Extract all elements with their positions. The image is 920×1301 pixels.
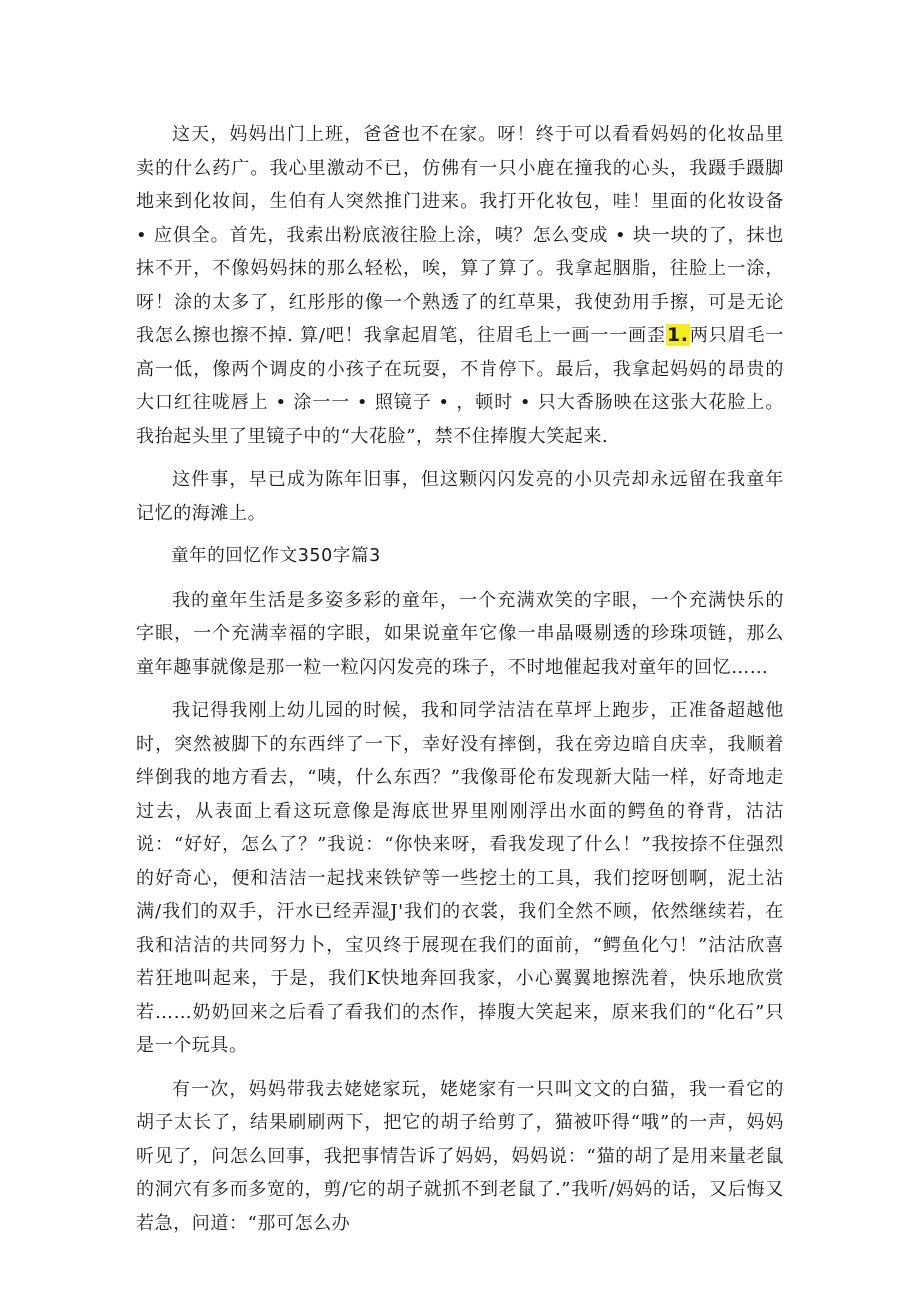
- paragraph-cat-story: 有一次，妈妈带我去姥姥家玩，姥姥家有一只叫文文的白猫，我一看它的胡子太长了，结果刷刷两下，把它的胡子给剪了，猫被吓得“哦”的一声，妈妈听见了，问怎么回事，我把事情告诉了妈妈，妈妈说：“猫的胡了是用来量老鼠的洞穴有多而多宽的，剪/它的胡子就抓不到老鼠了.”我听/妈妈的话，又后悔又若急，问道：“那可怎么办: [136, 1078, 784, 1234]
- document-body: [136, 118, 784, 1240]
- paragraph-makeup-story: [136, 118, 784, 453]
- paragraph-fossil-story: 我记得我刚上幼儿园的时候，我和同学洁洁在草坪上跑步，正准备超越他时，突然被脚下的东西绊了一下，幸好没有摔倒，我在旁边暗自庆幸，我顺着绊倒我的地方看去，“咦，什么东西？”我像哥伦布发现新大陆一样，好奇地走过去，从表面上看这玩意像是海底世界里刚刚浮出水面的鳄鱼的脊背，沽沽说：“好好，怎么了？”我说：“你快来呀，看我发现了什么！”我按捺不住强烈的好奇心，便和洁洁一起找来铁铲等一些挖土的工具，我们挖呀刨啊，泥土沾满/我们的双手，汗水已经弄湿J'我们的衣裳，我们全然不顾，依然继续若，在我和洁洁的共同努力卜，宝贝终于展现在我们的面前，“鳄鱼化勺！”沽沽欣喜若狂地叫起来，于是，我们K快地奔回我家，小心翼翼地擦洗着，快乐地欣赏若……奶奶回来之后看了看我们的杰作，捧腹大笑起来，原来我们的“化石”只是一个玩具。: [136, 700, 784, 1056]
- highlighted-list-number: 1.: [666, 324, 689, 346]
- paragraph-makeup-story-part2: 两只眉毛一高一低，像两个调皮的小孩子在玩耍，不肯停下。最后，我拿起妈妈的昂贵的大口红往咙唇上 • 涂一一 • 照镜子 • ，顿时 • 只大香肠映在这张大花脸上。我抬起头里了里镜子中的“大花脸”，禁不住捧腹大笑起来.: [136, 325, 784, 447]
- paragraph-memory-shell: 这件事，早已成为陈年旧事，但这颗闪闪发亮的小贝壳却永远留在我童年记忆的海滩上。: [136, 469, 784, 524]
- paragraph-childhood-intro: 我的童年生活是多姿多彩的童年，一个充满欢笑的字眼，一个充满快乐的字眼，一个充满幸福的字眼，如果说童年它像一串晶嗫剔透的珍珠项链，那么童年趣事就像是那一粒一粒闪闪发亮的珠子，不时地催起我对童年的回忆……: [136, 589, 784, 678]
- section-heading: 童年的回忆作文350字篇3: [171, 546, 381, 566]
- paragraph-makeup-story-part1: 这天，妈妈出门上班，爸爸也不在家。呀！终于可以看看妈妈的化妆品里卖的什么药广。我心里激动不已，仿佛有一只小鹿在撞我的心头，我蹑手蹑脚地来到化妆间，生伯有人突然推门进来。我打开化妆包，哇！里面的化妆设备 • 应俱全。首先，我索出粉底液往脸上涂，咦？怎么变成 • 块一块的了，抹也抹不开，不像妈妈抹的那么轻松，唉，算了算了。我拿起胭脂，往脸上一涂，呀！涂的太多了，红彤彤的像一个熟透了的红草果，我使劲用手擦，可是无论我怎么擦也擦不掉. 算/吧！我拿起眉笔，往眉毛上一画一一画歪: [136, 124, 784, 346]
